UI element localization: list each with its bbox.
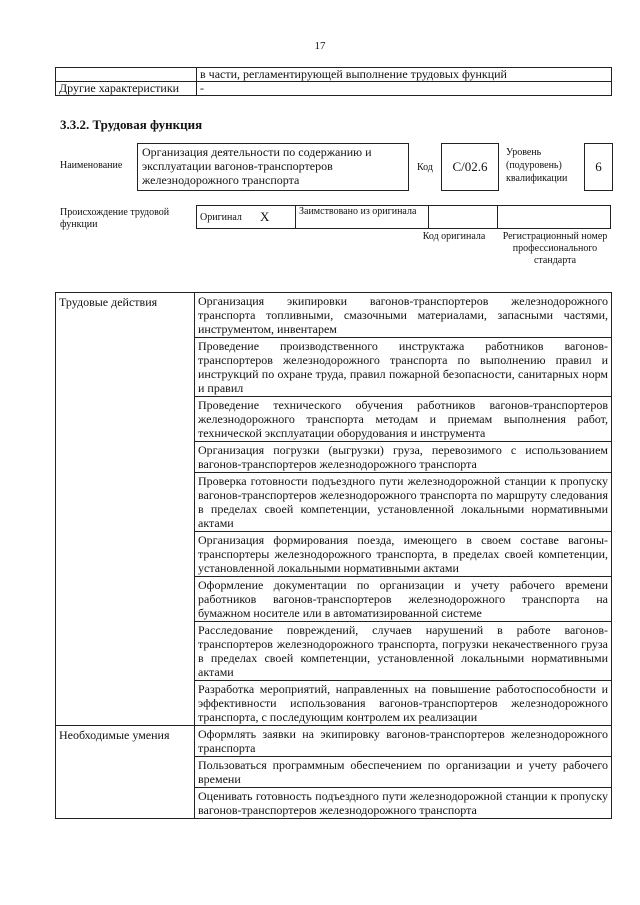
skill-item: Оценивать готовность подъездного пути железнодорожной станции к пропуску вагонов-транспортеров железнодорожного транспорта [195, 788, 612, 819]
requirements-cell: в части, регламентирующей выполнение трудовых функций [197, 68, 612, 82]
table-row [56, 726, 612, 757]
qualification-level: 6 [584, 143, 613, 191]
table-row [56, 82, 612, 96]
labor-action-item: Организация погрузки (выгрузки) груза, перевозимого с использованием вагонов-транспортеров железнодорожного транспорта [195, 442, 612, 473]
qualification-level-label: Уровень (подуровень) квалификации [506, 147, 568, 184]
function-name: Организация деятельности по содержанию и эксплуатации вагонов-транспортеров железнодорожного транспорта [137, 143, 409, 191]
original-mark: X [257, 206, 296, 229]
function-code: C/02.6 [441, 143, 499, 191]
labor-action-item: Расследование повреждений, случаев нарушений в работе вагонов-транспортеров железнодорожного транспорта, погрузки некачественного груза в пределах своей компетенции, установленной локальными нормативными актами [195, 622, 612, 681]
labor-action-item: Проверка готовности подъездного пути железнодорожной станции к пропуску вагонов-транспортеров железнодорожного транспорта по маршруту следования в пределах своей компетенции, установленной локальными нормативными актами [195, 473, 612, 532]
table-row [56, 293, 612, 338]
skill-item: Пользоваться программным обеспечением по организации и учету рабочего времени [195, 757, 612, 788]
labor-action-item: Проведение производственного инструктажа работников вагонов-транспортеров железнодорожного транспорта по выполнению правил и инструкций по охране труда, правил пожарной безопасности, санитарных норм и правил [195, 338, 612, 397]
characteristics-table [55, 67, 612, 96]
labor-action-item: Организация формирования поезда, имеющего в своем составе вагоны-транспортеры железнодорожного транспорта, в пределах своей компетенции, установленной локальными нормативными актами [195, 532, 612, 577]
origin-table [196, 205, 611, 229]
other-characteristics-value: - [197, 82, 612, 96]
table-row [197, 206, 611, 229]
reg-number-cell [498, 206, 611, 229]
reg-number-label: Регистрационный номер профессионального стандарта [502, 231, 608, 266]
empty-cell [56, 68, 197, 82]
skill-item: Оформлять заявки на экипировку вагонов-транспортеров железнодорожного транспорта [195, 726, 612, 757]
borrowed-label: Заимствовано из оригинала [296, 206, 429, 229]
page-number: 17 [314, 40, 326, 52]
labor-action-item: Разработка мероприятий, направленных на повышение работоспособности и эффективности использования вагонов-транспортеров железнодорожного транспорта, с последующим контролем их реализации [195, 681, 612, 726]
name-label: Наименование [60, 160, 123, 171]
code-original-cell [429, 206, 498, 229]
other-characteristics-label: Другие характеристики [56, 82, 197, 96]
code-original-label: Код оригинала [422, 231, 486, 242]
labor-action-item: Оформление документации по организации и учету рабочего времени работников вагонов-транспортеров железнодорожного транспорта на бумажном носителе или в автоматизированной системе [195, 577, 612, 622]
section-title: 3.3.2. Трудовая функция [60, 117, 203, 132]
labor-action-item: Организация экипировки вагонов-транспортеров железнодорожного транспорта топливными, смазочными материалами, запасными частями, инструментом, инвентарем [195, 293, 612, 338]
labor-actions-label: Трудовые действия [56, 293, 195, 726]
original-label: Оригинал [197, 206, 258, 229]
labor-action-item: Проведение технического обучения работников вагонов-транспортеров железнодорожного транспорта методам и приемам выполнения работ, технической эксплуатации оборудования и инструмента [195, 397, 612, 442]
table-row [56, 68, 612, 82]
skills-label: Необходимые умения [56, 726, 195, 819]
origin-label: Происхождение трудовой функции [60, 207, 170, 230]
function-details-table [55, 292, 612, 819]
code-label: Код [417, 161, 433, 173]
